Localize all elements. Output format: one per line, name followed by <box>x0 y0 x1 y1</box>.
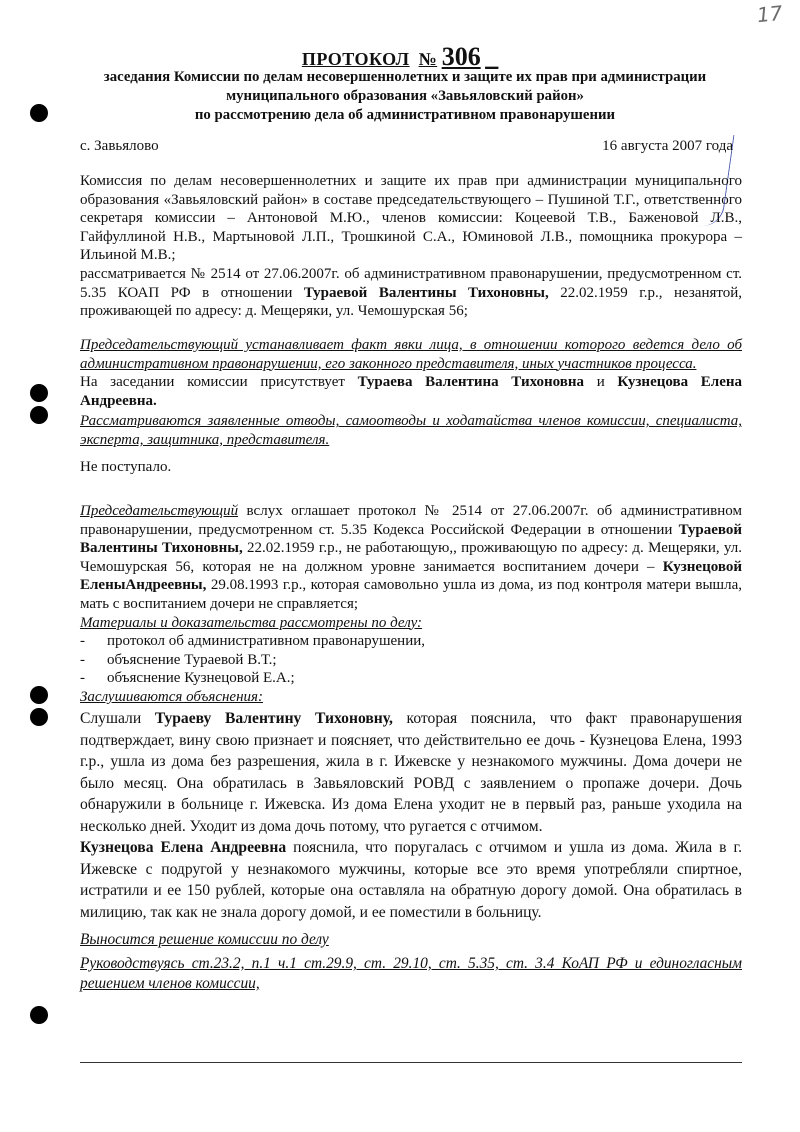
person-name: Тураеву Валентину Тихоновну, <box>154 710 393 727</box>
person-name: Тураевой Валентины Тихоновны, <box>303 284 549 301</box>
punch-hole <box>30 406 48 424</box>
person-name: Кузнецова Елена Андреевна. <box>80 374 742 409</box>
date: 16 августа 2007 года <box>602 138 733 154</box>
title-word: ПРОТОКОЛ <box>301 49 410 69</box>
materials-list <box>80 632 742 688</box>
reading-part: 29.08.1993 г.р., которая самовольно ушла из дома, из под контроля матери вышла, мать с воспитанием дочери не справляется; <box>80 577 742 612</box>
materials-header: Материалы и доказательства рассмотрены по делу: <box>80 614 423 631</box>
title-no-sign: № <box>418 49 438 69</box>
page-number: 17 <box>755 0 784 28</box>
decision-section <box>80 930 742 994</box>
case-text: рассматривается № 2514 от 27.06.2007г. об административном правонарушении, предусмотренном ст. 5.35 КОАП РФ в отношении <box>80 265 742 301</box>
motions-text: Не поступало. <box>80 458 172 475</box>
subtitle-line: по рассмотрению дела об административном правонарушении <box>194 107 616 123</box>
explanation-1 <box>80 708 742 837</box>
place: с. Завьялово <box>80 138 159 154</box>
person-name: Кузнецова Елена Андреевна <box>80 839 287 856</box>
case-line <box>80 265 742 321</box>
decision-header: Выносится решение комиссии по делу <box>80 931 329 948</box>
explanations-section <box>80 708 742 923</box>
list-item: - объяснение Тураевой В.Т.; <box>80 651 742 670</box>
subtitle-line: заседания Комиссии по делам несовершеннолетних и защите их прав при администрации <box>103 69 707 85</box>
punch-hole <box>30 708 48 726</box>
reading-text <box>80 502 742 614</box>
explanation-lead: Слушали <box>80 710 155 727</box>
person-name: Тураева Валентина Тихоновна <box>357 374 585 391</box>
reading-part: вслух оглашает протокол № 2514 от 27.06.2007г. об административном правонарушении, предусмотренном ст. 5.35 Кодекса Российской Федерации в отношении <box>80 503 742 538</box>
list-item: - протокол об административном правонарушении, <box>80 632 742 651</box>
commission-composition: Комиссия по делам несовершеннолетних и защите их прав при администрации муниципального образования «Завьяловский район» в составе председательствующего – Пушиной Т.Г., ответственного секретаря комиссии – Антоновой М.Ю., членов комиссии: Коцеевой Т.В., Баженовой Л.В., Гайфуллиной Н.В., Мартыновой Л.П., Трошкиной С.А., Юминовой Л.В., помощника прокурора – Ильиной М.В.; <box>80 173 742 264</box>
punch-hole <box>30 104 48 122</box>
attendance-lead: На заседании комиссии присутствует <box>80 374 358 391</box>
subtitle-line: муниципального образования «Завьяловский район» <box>226 88 584 104</box>
reading-lead: Председательствующий <box>80 503 239 519</box>
document-subtitle <box>60 68 750 125</box>
motions-header: Рассматриваются заявленные отводы, самоотводы и ходатайства членов комиссии, специалиста, эксперта, защитника, представителя. <box>80 413 742 448</box>
attendance-header: Председательствующий устанавливает факт явки лица, в отношении которого ведется дело об административном правонарушении, его законного представителя, иных участников процесса. <box>80 337 742 372</box>
conjunction: и <box>584 374 618 391</box>
punch-hole <box>30 686 48 704</box>
list-item: - объяснение Кузнецовой Е.А.; <box>80 669 742 688</box>
decision-basis: Руководствуясь ст.23.2, п.1 ч.1 ст.29.9, ст. 29.10, ст. 5.35, ст. 3.4 КоАП РФ и единогласным решением членов комиссии, <box>80 955 742 992</box>
attendance-text <box>80 373 742 410</box>
explanations-header: Заслушиваются объяснения: <box>80 688 264 705</box>
attendance-section <box>80 336 742 476</box>
footer-divider <box>80 1062 742 1063</box>
intro-section <box>80 172 742 321</box>
punch-hole <box>30 1006 48 1024</box>
title-underscore: _ <box>485 42 499 71</box>
punch-hole <box>30 384 48 402</box>
reading-section <box>80 502 742 707</box>
protocol-number: 306 <box>441 42 481 71</box>
reading-part: 22.02.1959 г.р., не работающую,, проживающую по адресу: д. Мещеряки, ул. Чемошурская 56, которая не на должном уровне занимается воспитанием дочери – <box>80 540 742 575</box>
explanation-2 <box>80 837 742 923</box>
explanation-text: пояснила, что поругалась с отчимом и ушла из дома. Жила в г. Ижевске с подругой у незнакомого мужчины, которые все это время употребляли спиртное, истратили и ее 150 рублей, которые она оставляла на обратную дорогу домой. Она обратилась в милицию, так как не знала дорогу домой, и ее поместили в больницу. <box>80 839 742 921</box>
case-text: 22.02.1959 г.р., незанятой, проживающей по адресу: д. Мещеряки, ул. Чемошурская 56; <box>80 284 742 320</box>
person-name: Тураевой Валентины Тихоновны, <box>80 521 742 557</box>
explanation-text: которая пояснила, что факт правонарушения подтверждает, вину свою признает и поясняет, что действительно ее дочь - Кузнецова Елена, 1993 г.р., ушла из дома без разрешения, жила в г. Ижевске у незнакомого мужчины. Дома дочери не было месяц. Она обратилась в Завьяловский РОВД с заявлением о пропаже дочери. Дочь обнаружили в больнице г. Ижевска. Из дома Елена уходит не в первый раз, раньше уходила на несколько дней. Уходит из дома дочь потому, что ругается с отчимом. <box>80 710 742 835</box>
person-name: Кузнецовой ЕленыАндреевны, <box>80 558 742 594</box>
